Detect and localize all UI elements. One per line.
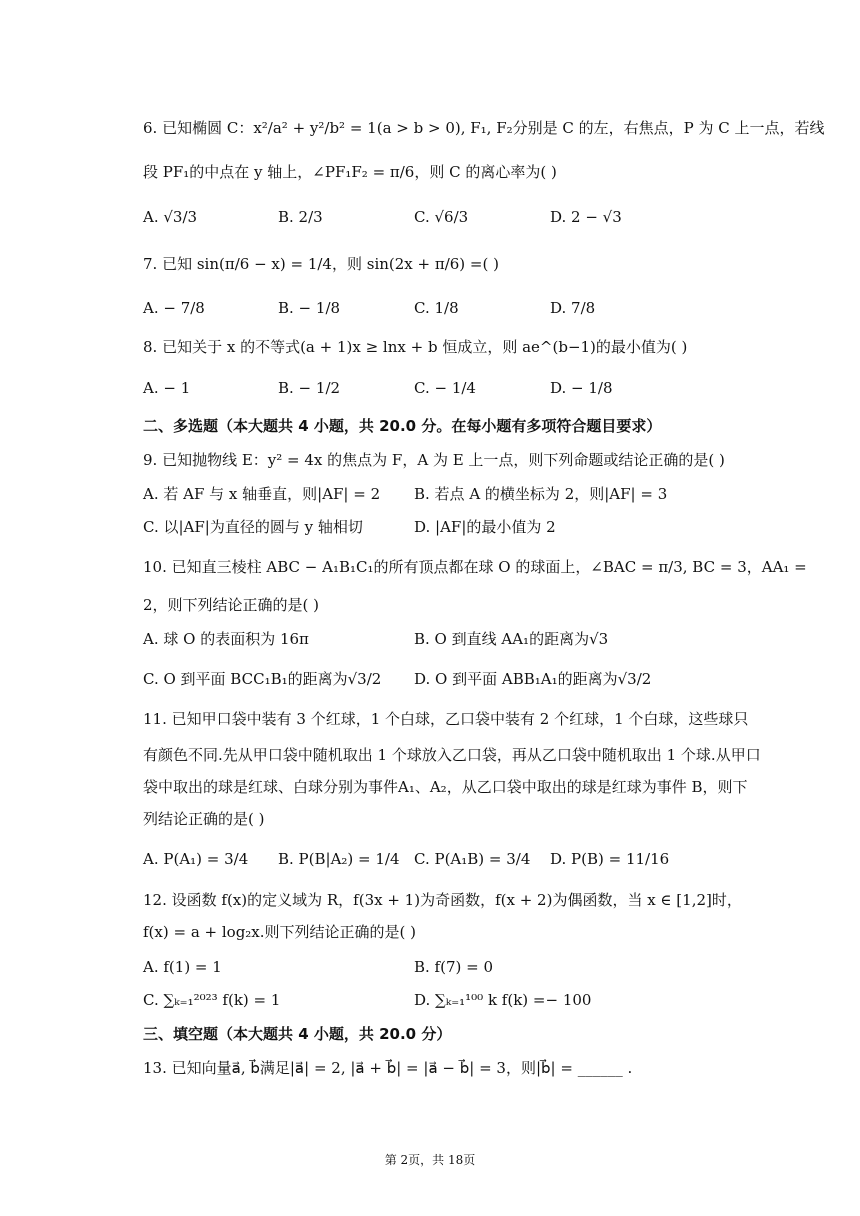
question-7-option-c: C. 1/8	[414, 299, 459, 317]
question-9-line-1: 9. 已知抛物线 E：y² = 4x 的焦点为 F，A 为 E 上一点，则下列命题或结论正确的是( )	[143, 451, 725, 469]
question-11-line-4: 列结论正确的是( )	[143, 810, 265, 828]
question-11-line-3: 袋中取出的球是红球、白球分别为事件A₁、A₂，从乙口袋中取出的球是红球为事件 B，则下	[143, 778, 748, 796]
question-7-option-d: D. 7/8	[550, 299, 596, 317]
question-10-option-d: D. O 到平面 ABB₁A₁的距离为√3/2	[414, 670, 652, 688]
question-6-line-1: 6. 已知椭圆 C：x²/a² + y²/b² = 1(a > b > 0), F₁, F₂分别是 C 的左，右焦点，P 为 C 上一点，若线	[143, 119, 825, 137]
question-13-line-1: 13. 已知向量a⃗, b⃗满足|a⃗| = 2, |a⃗ + b⃗| = |a⃗ − b⃗| = 3，则|b⃗| = ______ .	[143, 1059, 633, 1077]
question-7-option-a: A. − 7/8	[143, 299, 205, 317]
question-12-option-c: C. ∑ₖ₌₁²⁰²³ f(k) = 1	[143, 991, 281, 1009]
question-11-option-b: B. P(B|A₂) = 1/4	[278, 850, 400, 868]
question-12-option-d: D. ∑ₖ₌₁¹⁰⁰ k f(k) =− 100	[414, 991, 592, 1009]
question-11-line-2: 有颜色不同.先从甲口袋中随机取出 1 个球放入乙口袋，再从乙口袋中随机取出 1 个球.从甲口	[143, 746, 761, 764]
question-11-option-d: D. P(B) = 11/16	[550, 850, 670, 868]
question-7-line-1: 7. 已知 sin(π/6 − x) = 1/4，则 sin(2x + π/6) =( )	[143, 255, 499, 273]
question-9-option-d: D. |AF|的最小值为 2	[414, 518, 556, 536]
question-6-option-b: B. 2/3	[278, 208, 323, 226]
question-10-line-1: 10. 已知直三棱柱 ABC − A₁B₁C₁的所有顶点都在球 O 的球面上，∠BAC = π/3, BC = 3，AA₁ =	[143, 558, 807, 576]
section-fill-in-heading: 三、填空题（本大题共 4 小题，共 20.0 分）	[143, 1025, 452, 1043]
section-multiple-choice-heading: 二、多选题（本大题共 4 小题，共 20.0 分。在每小题有多项符合题目要求）	[143, 417, 662, 435]
question-10-option-b: B. O 到直线 AA₁的距离为√3	[414, 630, 609, 648]
question-6-option-d: D. 2 − √3	[550, 208, 622, 226]
question-8-option-a: A. − 1	[143, 379, 191, 397]
question-10-option-c: C. O 到平面 BCC₁B₁的距离为√3/2	[143, 670, 382, 688]
question-7-option-b: B. − 1/8	[278, 299, 341, 317]
question-6-option-c: C. √6/3	[414, 208, 469, 226]
question-12-option-a: A. f(1) = 1	[143, 958, 222, 976]
question-6-line-2: 段 PF₁的中点在 y 轴上，∠PF₁F₂ = π/6，则 C 的离心率为( )	[143, 163, 557, 181]
question-8-option-d: D. − 1/8	[550, 379, 613, 397]
question-11-line-1: 11. 已知甲口袋中装有 3 个红球，1 个白球，乙口袋中装有 2 个红球，1 个白球，这些球只	[143, 710, 749, 728]
question-8-line-1: 8. 已知关于 x 的不等式(a + 1)x ≥ lnx + b 恒成立，则 ae^(b−1)的最小值为( )	[143, 338, 688, 356]
question-12-line-2: f(x) = a + log₂x.则下列结论正确的是( )	[143, 923, 417, 941]
question-8-option-c: C. − 1/4	[414, 379, 476, 397]
question-9-option-c: C. 以|AF|为直径的圆与 y 轴相切	[143, 518, 363, 536]
question-11-option-c: C. P(A₁B) = 3/4	[414, 850, 531, 868]
question-10-line-2: 2，则下列结论正确的是( )	[143, 596, 320, 614]
question-9-option-a: A. 若 AF 与 x 轴垂直，则|AF| = 2	[143, 485, 381, 503]
question-8-option-b: B. − 1/2	[278, 379, 341, 397]
question-11-option-a: A. P(A₁) = 3/4	[143, 850, 249, 868]
question-12-option-b: B. f(7) = 0	[414, 958, 494, 976]
page-footer: 第 2页，共 18页	[384, 1153, 476, 1167]
question-10-option-a: A. 球 O 的表面积为 16π	[143, 630, 309, 648]
question-12-line-1: 12. 设函数 f(x)的定义域为 R，f(3x + 1)为奇函数，f(x + 2)为偶函数，当 x ∈ [1,2]时，	[143, 891, 742, 909]
question-9-option-b: B. 若点 A 的横坐标为 2，则|AF| = 3	[414, 485, 668, 503]
question-6-option-a: A. √3/3	[143, 208, 198, 226]
